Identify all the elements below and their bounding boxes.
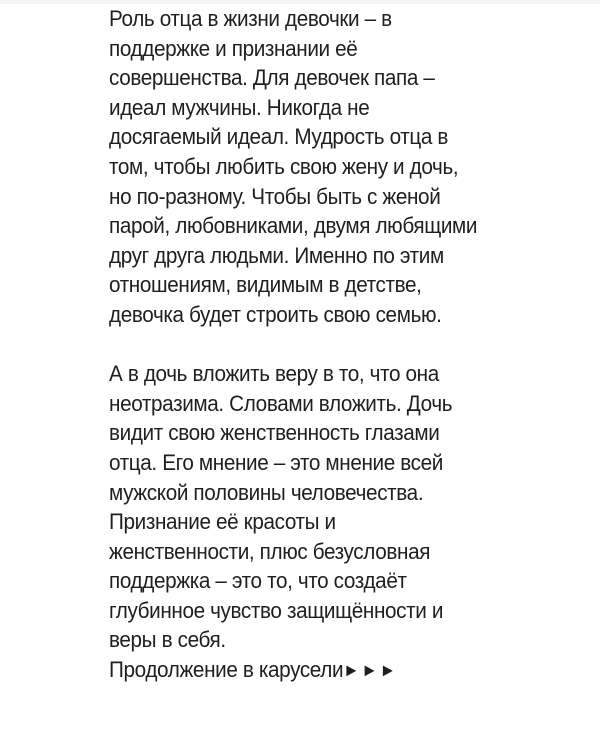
text-line: поддержка – это то, что создаёт [109,568,407,594]
text-line: Роль отца в жизни девочки – в [109,6,392,31]
text-line: том, чтобы любить свою жену и дочь, [109,153,459,179]
text-line: видит свою женственность глазами [109,420,440,446]
text-line: парой, любовниками, двумя любящими [109,213,478,239]
text-line: мужской половины человечества. [109,479,424,505]
paragraph-1 [109,4,532,330]
continue-label: Продолжение в карусели [109,657,344,683]
text-line: досягаемый идеал. Мудрость отца в [109,124,449,150]
carousel-continue-hint [109,655,532,686]
text-line: отношениям, видимым в детстве, [109,272,422,298]
text-line: девочка будет строить свою семью. [109,301,442,327]
paragraph-2 [109,359,532,655]
text-line: А в дочь вложить веру в то, что она [109,361,439,387]
text-line: глубинное чувство защищённости и [109,597,444,623]
text-line: неотразима. Словами вложить. Дочь [109,390,453,416]
text-line: отца. Его мнение – это мнение всей [109,449,444,475]
text-line: женственности, плюс безусловная [109,538,431,564]
paragraph-gap [109,330,532,360]
text-line: совершенства. Для девочек папа – [109,65,435,91]
text-line: Признание её красоты и [109,509,336,535]
text-line: поддержке и признании её [109,35,358,61]
text-line: веры в себя. [109,627,226,653]
text-line: но по-разному. Чтобы быть с женой [109,183,441,209]
text-line: друг друга людьми. Именно по этим [109,242,444,268]
triple-arrow-right-icon: ►►► [343,660,398,681]
post-text [109,4,532,686]
text-line: идеал мужчины. Никогда не [109,94,370,120]
